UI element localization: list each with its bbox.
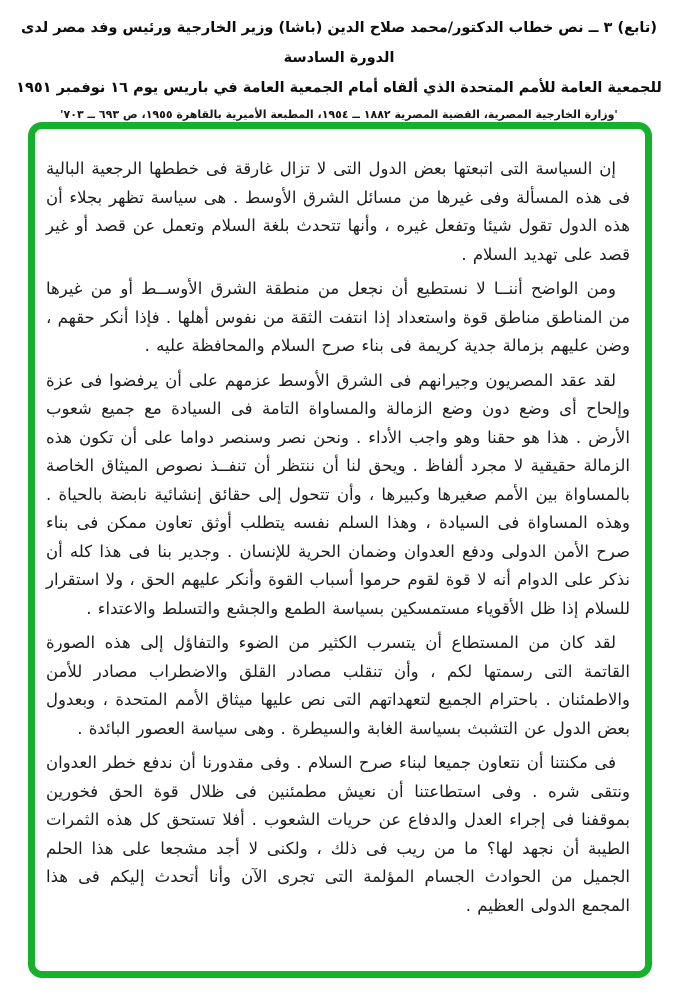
speech-paragraph: إن السياسة التى اتبعتها بعض الدول التى لا تزال غارقة فى خططها الرجعية البالية فى هذه المسألة وفى غيرها من مسائل الشرق الأوسط . هى سياسة تظهر بجلاء أن هذه الدول تقول شيئا وتفعل غيره ، وأنها تتحدث بلغة السلام وتعمل عن قصد أو غير قصد على تهديد السلام . <box>46 159 630 264</box>
speech-paragraph: لقد عقد المصريون وجيرانهم فى الشرق الأوسط عزمهم على أن يرفضوا فى عزة وإلحاح أى وضع دون وضع الزمالة والمساواة التامة فى السيادة مع جميع شعوب الأرض . هذا هو حقنا وهو واجب الأداء . ونحن نصر وسنصر دواما على أن تكون هذه الزمالة حقيقية لا مجرد ألفاظ . ويحق لنا أن ننتظر أن تنفــذ نصوص الميثاق الخاصة بالمساواة بين الأمم صغيرها وكبيرها ، وأن تتحول إلى حقائق إنشائية نابضة بالحياة . وهذه المساواة فى السيادة ، وهذا السلم نفسه يتطلب أوثق تعاون ممكن فى بناء صرح الأمن الدولى ودفع العدوان وضمان الحرية للإنسان . وجدير بنا فى هذا كله أن نذكر على الدوام أنه لا قوة لقوم حرموا أسباب القوة وأنكر عليهم الحق ، ولا استقرار للسلام إذا ظل الأقوياء مستمسكين بسياسة الطمع والجشع والتسلط والاعتداء . <box>46 370 630 618</box>
speech-body <box>35 129 645 920</box>
speech-paragraph: فى مكنتنا أن نتعاون جميعا لبناء صرح السلام . وفى مقدورنا أن ندفع خطر العدوان ونتقى شره . وفى استطاعتنا أن نعيش مطمئنين فى ظلال قوة الحق فخورين بموقفنا فى إجراء العدل والدفاع عن حريات الشعوب . أفلا تستحق كل هذه الثمرات الطيبة أن نجهد لها؟ ما من ريب فى ذلك ، ولكنى لا أجد مشجعا على هذا الحلم الجميل من الحوادث الجسام المؤلمة التى تجرى الآن وأنا أتحدث إليكم فى هذا المجمع الدولى العظيم . <box>46 753 630 915</box>
header-title-line-1: (تابع) ٣ ــ نص خطاب الدكتور/محمد صلاح الدين (باشا) وزير الخارجية ورئيس وفد مصر لدى الدورة السادسة <box>21 20 657 66</box>
document-header <box>0 0 678 124</box>
speech-paragraph: لقد كان من المستطاع أن يتسرب الكثير من الضوء والتفاؤل إلى هذه الصورة القاتمة التى رسمتها لكم ، وأن تنقلب مصادر القلق والاضطراب مصادر للأمن والاطمئنان . باحترام الجميع لتعهداتهم التى نص عليها ميثاق الأمم المتحدة ، وبعدول بعض الدول عن التشبث بسياسة الغابة والسيطرة . وهى سياسة العصور البائدة . <box>46 633 630 738</box>
speech-paragraph: ومن الواضح أننــا لا نستطيع أن نجعل من منطقة الشرق الأوســط أو من غيرها من المناطق مناطق قوة واستعداد إذا انتفت الثقة من نفوس أهلها . فإذا أنكر حقهم ، وضن عليهم بزمالة جدية كريمة فى بناء صرح السلام والمحافظة عليه . <box>46 279 630 355</box>
highlight-frame <box>28 122 652 978</box>
header-title-line-2: للجمعية العامة للأمم المتحدة الذي ألقاه أمام الجمعية العامة في باريس يوم ١٦ نوفمبر ١٩٥١ <box>16 80 662 96</box>
source-citation: 'وزارة الخارجية المصرية، القضية المصرية ١٨٨٢ ــ ١٩٥٤، المطبعة الأميرية بالقاهرة ١٩٥٥، ص ٦٩٣ ــ ٧٠٣' <box>60 108 618 121</box>
